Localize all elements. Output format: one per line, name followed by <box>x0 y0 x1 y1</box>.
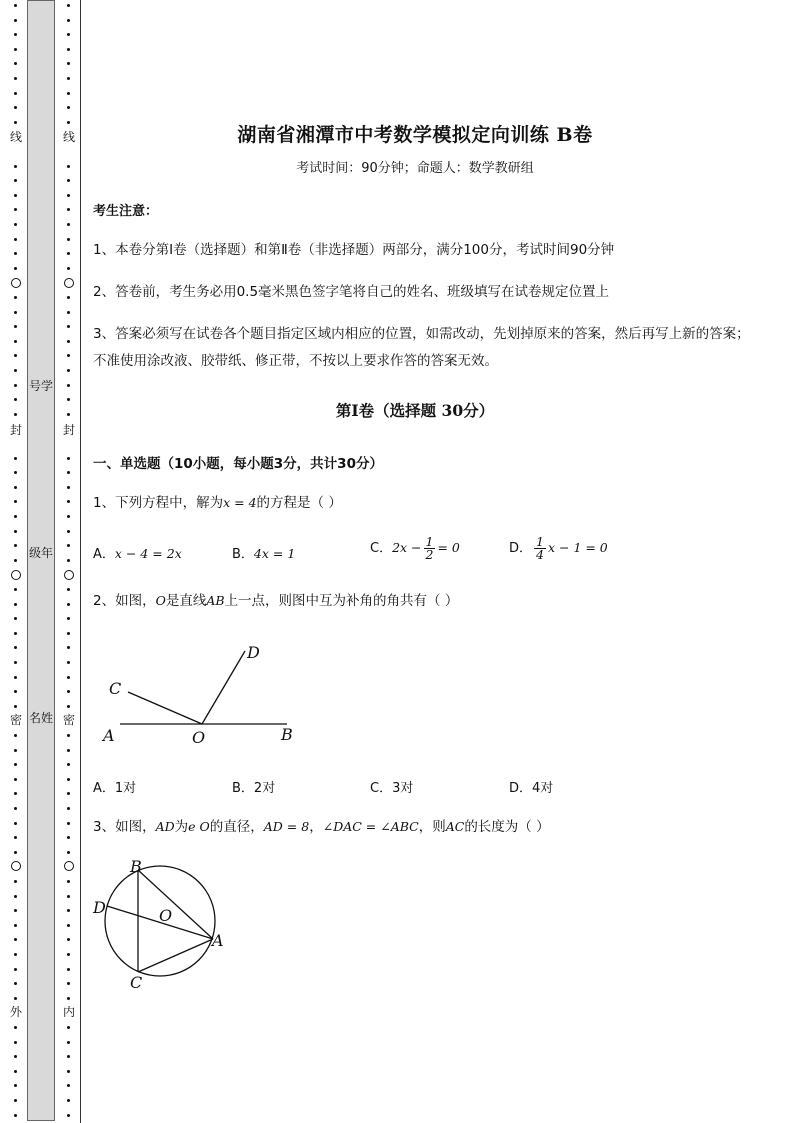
seal-dot <box>14 340 17 343</box>
seal-dot <box>67 165 70 168</box>
seal-dot <box>67 997 70 1000</box>
seal-dot <box>67 661 70 664</box>
seal-dot <box>67 851 70 854</box>
seal-dot <box>67 223 70 226</box>
question-1 <box>93 493 758 513</box>
label-o: O <box>159 906 173 925</box>
notice-item-1: 1、本卷分第I卷（选择题）和第Ⅱ卷（非选择题）两部分，满分100分，考试时间90分钟 <box>93 242 615 258</box>
fraction <box>424 536 436 561</box>
q1-option-a[interactable] <box>93 543 182 562</box>
seal-dot <box>14 208 17 211</box>
seal-dot <box>14 924 17 927</box>
q3-math-ad: AD <box>155 819 175 834</box>
q2-option-a[interactable]: A．1对 <box>93 781 137 796</box>
seal-dot <box>14 33 17 36</box>
seal-dot <box>14 617 17 620</box>
question-2 <box>93 591 758 611</box>
q3-text-3: ， <box>309 819 323 835</box>
seal-dot <box>67 734 70 737</box>
label-d: D <box>247 643 260 662</box>
outer-cut-line <box>10 0 22 1123</box>
seal-dot <box>14 646 17 649</box>
label-a: A <box>103 726 115 745</box>
outer-seal-char: 密 <box>9 713 22 727</box>
seal-dot <box>67 471 70 474</box>
label-b: B <box>281 725 293 744</box>
option-math-end: = 0 <box>437 540 460 555</box>
seal-dot <box>14 500 17 503</box>
q2-text: 2、如图， <box>93 593 156 609</box>
notice-item-3: 3、答案必须写在试卷各个题目指定区域内相应的位置，如需改动，先划掉原来的答案，然后再写上新的答案；不准使用涂改液、胶带纸、修正带，不按以上要求作答的答案无效。 <box>93 326 750 369</box>
seal-dot <box>14 763 17 766</box>
q1-math: x = 4 <box>223 495 257 510</box>
seal-dot <box>14 238 17 241</box>
seal-dot <box>67 880 70 883</box>
seal-dot <box>14 603 17 606</box>
seal-dot <box>67 296 70 299</box>
seal-dot <box>14 909 17 912</box>
seal-dot <box>67 822 70 825</box>
seal-dot <box>67 1099 70 1102</box>
seal-dot <box>67 19 70 22</box>
seal-dot <box>67 938 70 941</box>
seal-dot <box>14 968 17 971</box>
option-math: 2x − <box>392 540 422 555</box>
seal-dot <box>67 763 70 766</box>
q1-text-end: 的方程是（ ） <box>256 495 342 511</box>
q2-text-mid: 是直线 <box>165 593 207 609</box>
margin-edge-line <box>80 0 81 1123</box>
page-title: 湖南省湘潭市中考数学模拟定向训练 B卷 <box>237 124 593 146</box>
seal-dot <box>67 559 70 562</box>
inner-cut-line <box>63 0 75 1123</box>
seal-dot <box>14 1084 17 1087</box>
seal-dot <box>67 924 70 927</box>
option-math: 4x = 1 <box>253 546 296 561</box>
seal-dot <box>14 953 17 956</box>
seal-dot <box>14 530 17 533</box>
seal-dot <box>14 194 17 197</box>
fraction-denominator: 2 <box>425 547 434 562</box>
inner-seal-char: 内 <box>62 1005 75 1019</box>
seal-dot <box>14 384 17 387</box>
seal-dot <box>67 1070 70 1073</box>
seal-ring <box>64 861 74 871</box>
seal-dot <box>14 997 17 1000</box>
seal-dot <box>14 19 17 22</box>
q2-option-c[interactable]: C．3对 <box>370 781 414 796</box>
seal-dot <box>67 1055 70 1058</box>
q2-option-d[interactable]: D．4对 <box>509 781 554 796</box>
label-d: D <box>93 898 106 917</box>
seal-dot <box>14 296 17 299</box>
inner-seal-char: 线 <box>62 130 75 144</box>
seal-dot <box>14 486 17 489</box>
seal-dot <box>14 325 17 328</box>
seal-dot <box>14 632 17 635</box>
seal-dot <box>14 1026 17 1029</box>
seal-dot <box>14 822 17 825</box>
q3-text-5: 的长度为（ ） <box>464 819 550 835</box>
q3-math-ac: AC <box>445 819 465 834</box>
seal-dot <box>67 325 70 328</box>
fraction-denominator: 4 <box>536 547 544 562</box>
seal-dot <box>14 165 17 168</box>
part-one-title: 第I卷（选择题 30分） <box>335 401 495 420</box>
seal-dot <box>67 4 70 7</box>
seal-dot <box>67 384 70 387</box>
seal-dot <box>14 982 17 985</box>
seal-dot <box>14 252 17 255</box>
seal-dot <box>67 194 70 197</box>
seal-dot <box>67 354 70 357</box>
seal-dot <box>14 1099 17 1102</box>
seal-dot <box>67 909 70 912</box>
outer-seal-char: 外 <box>9 1005 22 1019</box>
seal-dot <box>67 121 70 124</box>
fraction-numerator: 1 <box>536 534 544 549</box>
seal-dot <box>67 690 70 693</box>
seal-dot <box>14 369 17 372</box>
seal-dot <box>67 982 70 985</box>
seal-dot <box>67 953 70 956</box>
seal-dot <box>67 92 70 95</box>
name-label: 名姓 <box>28 711 53 725</box>
seal-dot <box>14 734 17 737</box>
ray-od <box>202 651 245 724</box>
student-id-label: 号学 <box>28 379 53 393</box>
q3-text-2: 的直径， <box>209 819 264 835</box>
q3-text-1: 为 <box>174 819 189 835</box>
q2-text-end: 上一点，则图中互为补角的角共有（ ） <box>224 593 459 609</box>
option-label: C． <box>370 541 393 556</box>
q2-figure <box>95 636 310 751</box>
label-c: C <box>109 679 122 698</box>
label-c: C <box>130 973 143 992</box>
seal-dot <box>67 413 70 416</box>
inner-seal-char: 密 <box>62 713 75 727</box>
seal-dot <box>67 267 70 270</box>
seal-dot <box>14 676 17 679</box>
seal-dot <box>14 77 17 80</box>
seal-dot <box>67 1084 70 1087</box>
q2-option-b[interactable]: B．2对 <box>232 781 276 796</box>
seal-dot <box>67 1026 70 1029</box>
seal-dot <box>14 179 17 182</box>
seal-dot <box>67 515 70 518</box>
seal-ring <box>64 278 74 288</box>
seal-dot <box>14 398 17 401</box>
seal-dot <box>67 836 70 839</box>
seal-dot <box>67 778 70 781</box>
seal-dot <box>67 968 70 971</box>
label-b: B <box>130 860 142 876</box>
seal-dot <box>14 807 17 810</box>
option-math: x − 4 = 2x <box>114 546 182 561</box>
q2-math-ab: AB <box>206 593 225 608</box>
seal-dot <box>14 311 17 314</box>
seal-dot <box>67 238 70 241</box>
seal-dot <box>14 4 17 7</box>
seal-dot <box>67 617 70 620</box>
binding-strip <box>0 0 82 1123</box>
q2-math-o: O <box>155 593 166 608</box>
seal-dot <box>67 48 70 51</box>
seal-dot <box>67 588 70 591</box>
seal-ring <box>64 570 74 580</box>
fraction <box>534 536 546 561</box>
chord-ba <box>138 870 213 939</box>
seal-dot <box>14 413 17 416</box>
q3-math-angles: ∠DAC = ∠ABC <box>322 819 419 834</box>
q3-math-length: AD = 8 <box>263 819 310 834</box>
seal-dot <box>67 106 70 109</box>
seal-dot <box>14 749 17 752</box>
q1-option-b[interactable] <box>232 543 295 562</box>
seal-dot <box>67 208 70 211</box>
seal-dot <box>67 603 70 606</box>
seal-dot <box>67 807 70 810</box>
q3-figure <box>88 860 233 995</box>
seal-dot <box>14 588 17 591</box>
question-3 <box>93 817 758 837</box>
seal-dot <box>67 749 70 752</box>
seal-ring <box>11 861 21 871</box>
q3-math-circle: e O <box>188 819 210 834</box>
option-label: D． <box>509 541 533 556</box>
outer-seal-char: 封 <box>9 423 22 437</box>
seal-dot <box>14 895 17 898</box>
seal-dot <box>14 92 17 95</box>
seal-dot <box>14 1070 17 1073</box>
q3-text-4: ，则 <box>418 819 446 835</box>
seal-dot <box>14 1041 17 1044</box>
seal-dot <box>67 500 70 503</box>
seal-dot <box>14 267 17 270</box>
label-a: A <box>212 931 224 950</box>
seal-ring <box>11 278 21 288</box>
exam-info: 考试时间：90分钟；命题人：数学教研组 <box>296 161 534 176</box>
seal-dot <box>67 33 70 36</box>
seal-dot <box>14 354 17 357</box>
seal-dot <box>67 340 70 343</box>
option-label: B． <box>232 547 254 562</box>
seal-dot <box>14 880 17 883</box>
seal-dot <box>14 48 17 51</box>
notice-item-2: 2、答卷前，考生务必用0.5毫米黑色签字笔将自己的姓名、班级填写在试卷规定位置上 <box>93 284 610 300</box>
grade-label: 级年 <box>28 546 53 560</box>
seal-dot <box>14 121 17 124</box>
seal-dot <box>67 632 70 635</box>
seal-dot <box>67 544 70 547</box>
seal-dot <box>67 895 70 898</box>
seal-dot <box>14 471 17 474</box>
seal-dot <box>14 836 17 839</box>
outer-seal-char: 线 <box>9 130 22 144</box>
seal-dot <box>14 559 17 562</box>
seal-dot <box>14 62 17 65</box>
seal-dot <box>14 457 17 460</box>
seal-dot <box>14 778 17 781</box>
label-o: O <box>192 728 206 747</box>
seal-dot <box>14 544 17 547</box>
option-label: A． <box>93 547 115 562</box>
option-math-end: x − 1 = 0 <box>547 540 608 555</box>
seal-ring <box>11 570 21 580</box>
section-title: 一、单选题（10小题，每小题3分，共计30分） <box>93 456 383 472</box>
seal-dot <box>67 457 70 460</box>
seal-dot <box>67 1114 70 1117</box>
fraction-numerator: 1 <box>425 534 434 549</box>
seal-dot <box>67 252 70 255</box>
q1-option-c[interactable] <box>370 536 460 561</box>
seal-dot <box>14 1055 17 1058</box>
seal-dot <box>14 106 17 109</box>
seal-dot <box>14 851 17 854</box>
seal-dot <box>67 530 70 533</box>
seal-dot <box>67 311 70 314</box>
seal-dot <box>67 646 70 649</box>
ray-oc <box>128 692 202 724</box>
seal-dot <box>14 1114 17 1117</box>
seal-dot <box>14 690 17 693</box>
seal-dot <box>67 179 70 182</box>
seal-dot <box>14 223 17 226</box>
seal-dot <box>14 705 17 708</box>
seal-dot <box>67 705 70 708</box>
seal-dot <box>67 77 70 80</box>
seal-dot <box>14 792 17 795</box>
q1-text: 1、下列方程中，解为 <box>93 495 224 511</box>
q3-text: 3、如图， <box>93 819 156 835</box>
seal-dot <box>67 676 70 679</box>
seal-dot <box>14 515 17 518</box>
seal-dot <box>67 792 70 795</box>
seal-dot <box>67 398 70 401</box>
chord-ca <box>138 939 213 972</box>
q1-option-d[interactable] <box>509 536 608 561</box>
seal-dot <box>67 62 70 65</box>
seal-dot <box>67 369 70 372</box>
seal-dot <box>67 1041 70 1044</box>
seal-dot <box>14 938 17 941</box>
inner-seal-char: 封 <box>62 423 75 437</box>
seal-dot <box>14 661 17 664</box>
seal-dot <box>67 486 70 489</box>
notice-heading: 考生注意： <box>93 204 159 219</box>
